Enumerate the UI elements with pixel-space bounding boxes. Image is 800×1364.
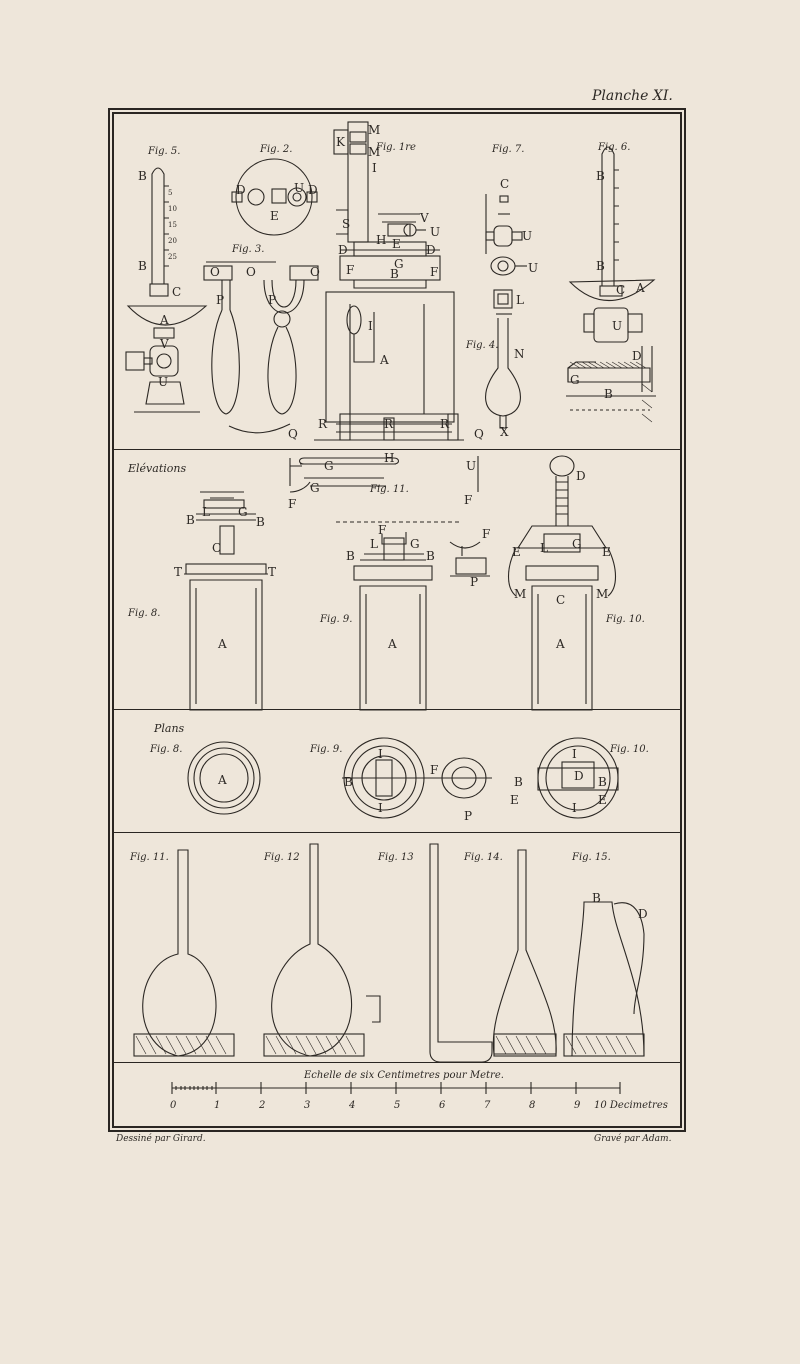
letter-t: T — [174, 565, 183, 579]
letter-b: B — [344, 775, 353, 789]
fig10-drawing — [509, 456, 616, 710]
letter-u: U — [430, 225, 441, 239]
letter-d: D — [576, 469, 586, 483]
letter-g: G — [238, 505, 248, 519]
letter-e: E — [602, 545, 611, 559]
fig13-caption: Fig. 13 — [378, 852, 414, 863]
letter-p: P — [470, 575, 479, 589]
letter-c: C — [212, 541, 222, 555]
letter-f: F — [288, 497, 297, 511]
fig12-caption: Fig. 12 — [264, 852, 300, 863]
letter-i: I — [378, 801, 383, 815]
fig14-caption: Fig. 14. — [464, 852, 503, 863]
fig10-plan-caption: Fig. 10. — [610, 744, 649, 755]
letter-e: E — [512, 545, 521, 559]
fig1-drawing — [314, 122, 464, 440]
fig11b-caption: Fig. 11. — [130, 852, 169, 863]
letter-u: U — [528, 261, 539, 275]
letter-u: U — [294, 181, 305, 195]
letter-i: I — [368, 319, 373, 333]
scale-tick-1: 1 — [214, 1100, 221, 1111]
credit-engraved-by: Gravé par Adam. — [594, 1134, 672, 1144]
letter-f: F — [430, 763, 439, 777]
letter-r: R — [318, 417, 328, 431]
letter-b: B — [598, 775, 607, 789]
letter-a: A — [388, 637, 397, 651]
fig8-plan-caption: Fig. 8. — [150, 744, 183, 755]
scale-tick-10: 10 Decimetres — [594, 1100, 668, 1111]
letter-r: R — [440, 417, 450, 431]
letter-c: C — [556, 593, 566, 607]
letter-q: Q — [474, 427, 484, 441]
letter-c: C — [616, 283, 626, 297]
letter-o: O — [210, 265, 220, 279]
scale-tick-9: 9 — [574, 1100, 581, 1111]
letter-e: E — [510, 793, 519, 807]
letter-o: O — [246, 265, 256, 279]
fig10-caption: Fig. 10. — [606, 614, 645, 625]
scale-tick-3: 3 — [304, 1100, 311, 1111]
letter-f: F — [464, 493, 473, 507]
letter-g: G — [410, 537, 420, 551]
letter-i: I — [572, 747, 577, 761]
plans-drawing — [188, 738, 618, 818]
letter-d: D — [236, 183, 246, 197]
letter-i: I — [378, 747, 383, 761]
grad-10: 10 — [168, 205, 177, 213]
letter-h: H — [376, 233, 387, 247]
letter-h: H — [384, 451, 395, 465]
fig15-caption: Fig. 15. — [572, 852, 611, 863]
fig9-plan-caption: Fig. 9. — [310, 744, 343, 755]
letter-a: A — [636, 281, 645, 295]
letter-c: C — [172, 285, 182, 299]
letter-v: V — [160, 337, 169, 351]
grad-5: 5 — [168, 189, 173, 197]
letter-k: K — [336, 135, 345, 149]
letter-g: G — [394, 257, 404, 271]
fig9-caption: Fig. 9. — [320, 614, 353, 625]
letter-b: B — [186, 513, 195, 527]
letter-b: B — [426, 549, 435, 563]
letter-m: M — [514, 587, 527, 601]
letter-b: B — [256, 515, 265, 529]
letter-l: L — [516, 293, 524, 307]
engraved-plate — [112, 112, 682, 1128]
letter-u: U — [612, 319, 623, 333]
letter-d: D — [426, 243, 436, 257]
letter-a: A — [556, 637, 565, 651]
letter-b: B — [604, 387, 613, 401]
letter-a: A — [218, 773, 227, 787]
letter-l: L — [370, 537, 378, 551]
letter-d: D — [574, 769, 584, 783]
letter-g: G — [572, 537, 582, 551]
fig2-drawing — [232, 159, 317, 235]
letter-g: G — [310, 481, 320, 495]
letter-d: D — [638, 907, 648, 921]
flasks-drawing — [134, 844, 644, 1062]
elevations-heading: Elévations — [128, 462, 187, 475]
plans-heading: Plans — [154, 722, 185, 735]
grad-15: 15 — [168, 221, 177, 229]
letter-l: L — [202, 505, 210, 519]
letter-q: Q — [288, 427, 298, 441]
letter-f: F — [346, 263, 355, 277]
fig3-drawing — [204, 262, 318, 433]
scale-tick-6: 6 — [439, 1100, 446, 1111]
grad-25: 25 — [168, 253, 177, 261]
fig3-caption: Fig. 3. — [232, 244, 265, 255]
letter-d: D — [338, 243, 348, 257]
letter-n: N — [514, 347, 525, 361]
letter-p: P — [268, 293, 277, 307]
letter-a: A — [380, 353, 389, 367]
letter-p: P — [464, 809, 473, 823]
scale-tick-7: 7 — [484, 1100, 491, 1111]
letter-d: D — [308, 183, 318, 197]
letter-u: U — [158, 375, 169, 389]
fig5-caption: Fig. 5. — [148, 146, 181, 157]
letter-f: F — [378, 523, 387, 537]
letter-a: A — [218, 637, 227, 651]
letter-r: R — [384, 417, 394, 431]
letter-p: P — [216, 293, 225, 307]
letter-a: A — [160, 313, 169, 327]
letter-b: B — [592, 891, 601, 905]
grad-20: 20 — [168, 237, 177, 245]
letter-f: F — [430, 265, 439, 279]
letter-b: B — [346, 549, 355, 563]
scale-bar — [172, 1082, 620, 1094]
letter-b: B — [596, 169, 605, 183]
scale-tick-8: 8 — [529, 1100, 536, 1111]
letter-f: F — [482, 527, 491, 541]
letter-m: M — [596, 587, 609, 601]
fig9-drawing — [354, 532, 490, 710]
fig2-caption: Fig. 2. — [260, 144, 293, 155]
plate-title: Planche XI. — [592, 88, 673, 104]
fig6-caption: Fig. 6. — [598, 142, 631, 153]
letter-b: B — [138, 169, 147, 183]
letter-g: G — [570, 373, 580, 387]
letter-i: I — [572, 801, 577, 815]
letter-l: L — [540, 541, 548, 555]
hatching — [136, 1036, 636, 1054]
letter-e: E — [598, 793, 607, 807]
letter-m: M — [368, 123, 381, 137]
scale-caption: Echelle de six Centimetres pour Metre. — [304, 1070, 504, 1081]
fig1-caption: Fig. 1re — [376, 142, 416, 153]
letter-b: B — [138, 259, 147, 273]
fig11-caption: Fig. 11. — [370, 484, 409, 495]
credit-drawn-by: Dessiné par Girard. — [116, 1134, 206, 1144]
letter-s: S — [342, 217, 351, 231]
letter-u: U — [466, 459, 477, 473]
scale-tick-4: 4 — [349, 1100, 356, 1111]
letter-t: T — [268, 565, 277, 579]
letter-e: E — [270, 209, 279, 223]
letter-g: G — [324, 459, 334, 473]
letter-c: C — [500, 177, 510, 191]
letter-m: M — [368, 145, 381, 159]
letter-b: B — [390, 267, 399, 281]
letter-o: O — [310, 265, 320, 279]
fig8-caption: Fig. 8. — [128, 608, 161, 619]
letter-e: E — [392, 237, 401, 251]
scale-tick-0: 0 — [170, 1100, 177, 1111]
fig7-drawing — [486, 194, 527, 275]
scale-tick-5: 5 — [394, 1100, 401, 1111]
fig7-caption: Fig. 7. — [492, 144, 525, 155]
letter-b: B — [514, 775, 523, 789]
letter-b: B — [596, 259, 605, 273]
letter-v: V — [420, 211, 429, 225]
letter-u: U — [522, 229, 533, 243]
fig4-caption: Fig. 4. — [466, 340, 499, 351]
letter-i: I — [372, 161, 377, 175]
fig6-drawing — [566, 147, 656, 410]
letter-x: X — [500, 425, 509, 439]
letter-d: D — [632, 349, 642, 363]
scale-tick-2: 2 — [259, 1100, 266, 1111]
